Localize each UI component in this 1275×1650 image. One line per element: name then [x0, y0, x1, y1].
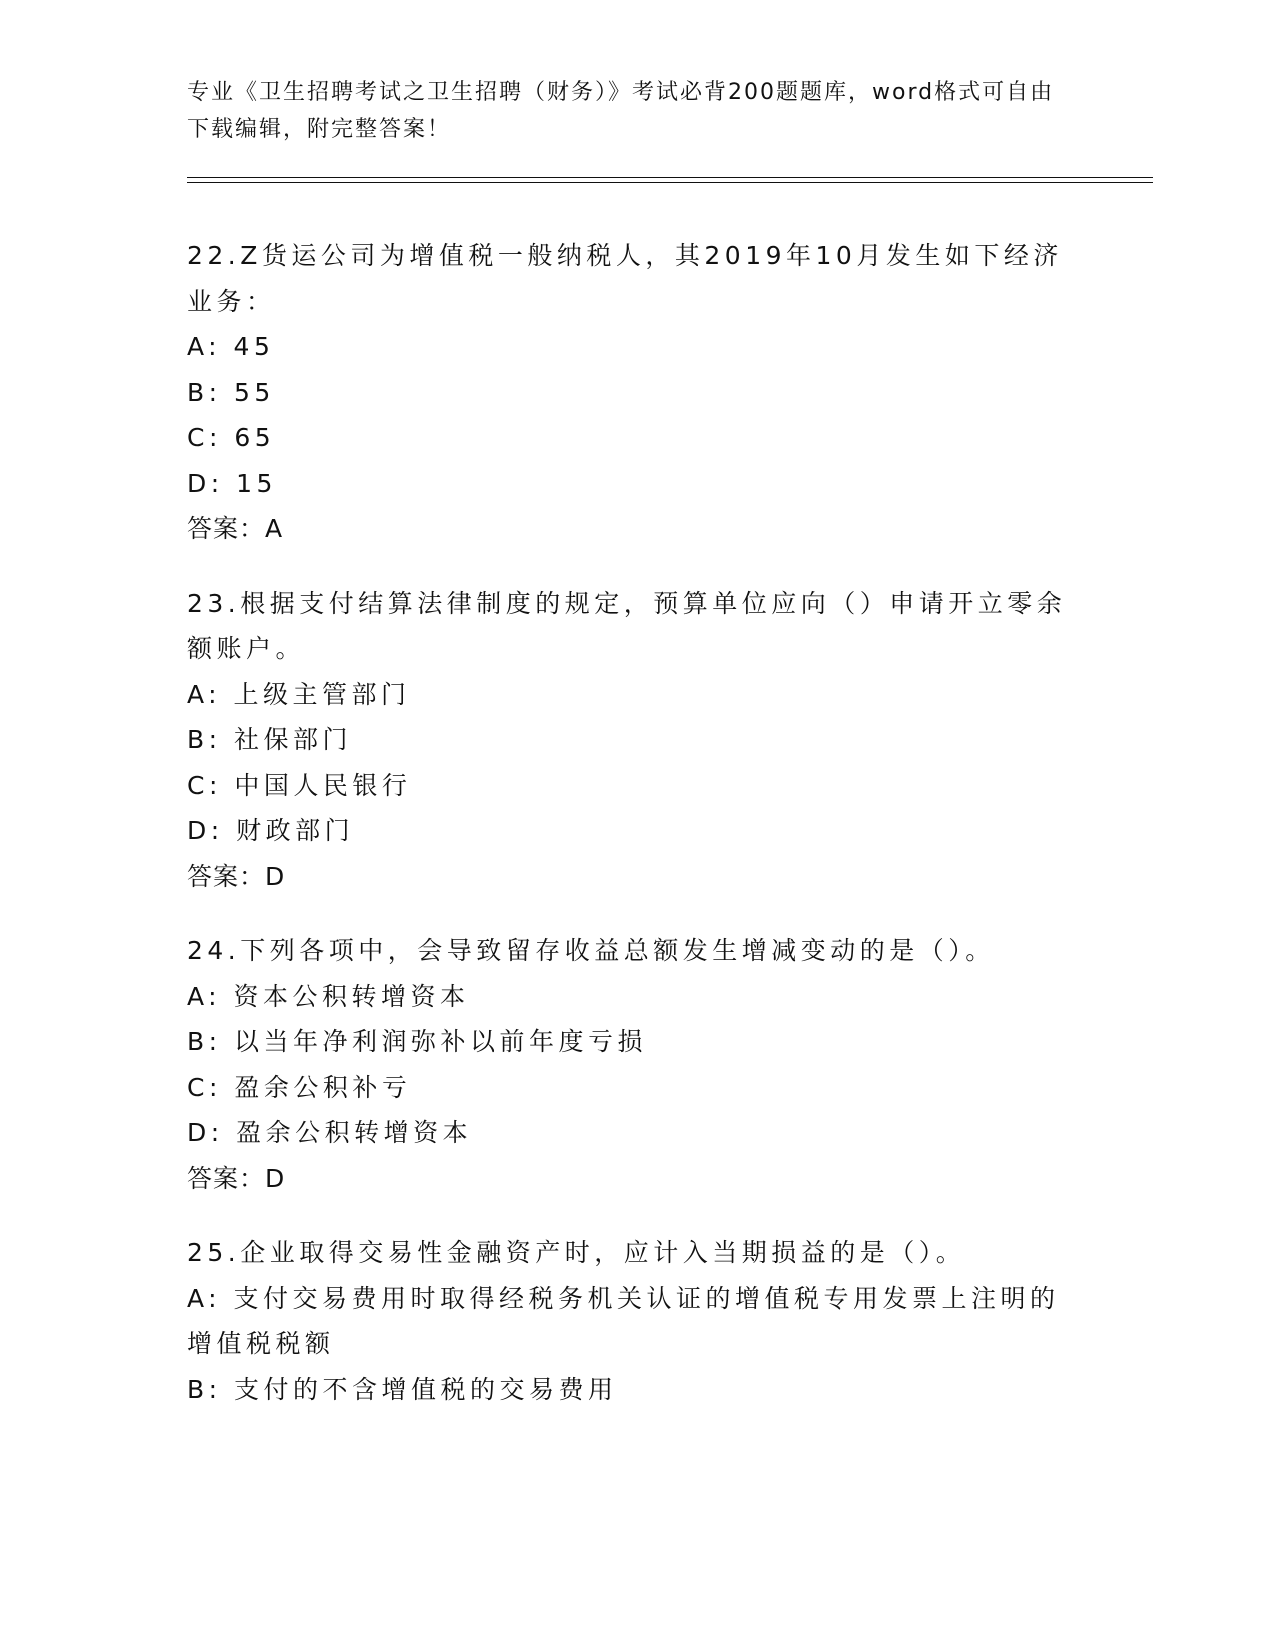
option-b: B: 55 [187, 377, 275, 407]
option-d: D: 财政部门 [187, 816, 355, 845]
option-c: C: 中国人民银行 [187, 770, 412, 800]
option-b: B: 支付的不含增值税的交易费用 [187, 1374, 618, 1404]
option-a: A: 45 [187, 332, 275, 361]
option-b: B: 社保部门 [187, 725, 353, 754]
answer-label: 答案：A [187, 514, 284, 543]
question-list [187, 233, 1087, 1441]
question-24 [187, 928, 1087, 1201]
answer-label: 答案：D [187, 861, 286, 891]
option-a: A: 上级主管部门 [187, 679, 411, 709]
header-divider-bottom [187, 182, 1153, 183]
option-a: A: 支付交易费用时取得经税务机关认证的增值税专用发票上注明的增值税税额 [187, 1283, 1060, 1358]
question-22 [187, 233, 1087, 552]
header-intro: 专业《卫生招聘考试之卫生招聘（财务）》考试必背200题题库，word格式可自由下载编辑，附完整答案！ [187, 80, 1055, 142]
option-d: D: 盈余公积转增资本 [187, 1118, 473, 1147]
option-c: C: 盈余公积补亏 [187, 1072, 412, 1102]
option-b: B: 以当年净利润弥补以前年度亏损 [187, 1027, 648, 1056]
question-stem: 25.企业取得交易性金融资产时，应计入当期损益的是（）。 [187, 1238, 966, 1267]
question-stem: 22.Z货运公司为增值税一般纳税人，其2019年10月发生如下经济业务： [187, 241, 1063, 316]
question-25 [187, 1230, 1087, 1412]
option-d: D: 15 [187, 468, 277, 498]
answer-label: 答案：D [187, 1163, 286, 1193]
question-stem: 23.根据支付结算法律制度的规定，预算单位应向（）申请开立零余额账户。 [187, 588, 1067, 663]
option-a: A: 资本公积转增资本 [187, 981, 470, 1011]
question-23 [187, 581, 1087, 900]
header-divider-top [187, 177, 1153, 178]
question-stem: 24.下列各项中，会导致留存收益总额发生增减变动的是（）。 [187, 936, 995, 965]
option-c: C: 65 [187, 423, 276, 452]
